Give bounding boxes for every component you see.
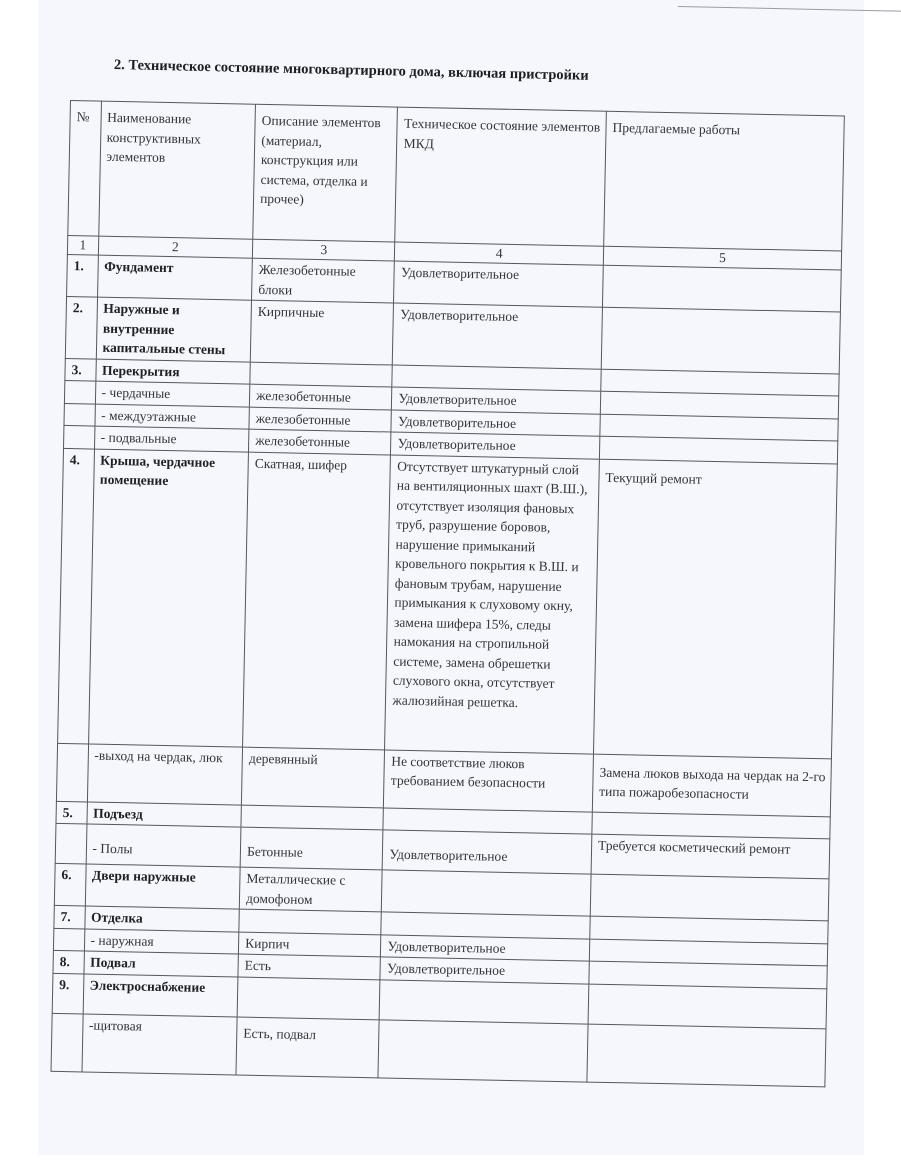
element-state: Отсутствует штукатурный слой на вентиляционных шахт (В.Ш.), отсутствует изоляция фановых труб, разрушение боровов, нарушение примыканий кровельного покрытия к В.Ш. и фановым трубам, нарушение примыкания к слуховому окну, замена шифера 15%, следы намокания на стропильной системе, замена обрешетки слухового окна, отсутствует жалюзийная решетка. <box>385 455 599 754</box>
row-number: 2. <box>65 296 97 358</box>
element-state: Удовлетворительное <box>391 410 600 437</box>
proposed-work: Замена люков выхода на чердак на 2-го типа пожаробезопасности <box>592 754 831 817</box>
technical-condition-table-wrap <box>51 100 845 1087</box>
row-number <box>51 1013 83 1072</box>
element-name: -щитовая <box>82 1013 238 1074</box>
element-state <box>378 1019 588 1081</box>
element-name: - междуэтажные <box>94 404 249 430</box>
element-state: Удовлетворительное <box>394 261 603 307</box>
row-number <box>64 403 95 426</box>
element-description: Кирпич <box>238 932 381 957</box>
proposed-work: Текущий ремонт <box>593 459 837 759</box>
element-description: деревянный <box>241 747 385 808</box>
row-number: 6. <box>54 863 85 906</box>
element-name: Двери наружные <box>85 864 240 909</box>
table-row <box>58 448 838 758</box>
header-proposed-works: Предлагаемые работы <box>604 111 845 251</box>
element-description: Скатная, шифер <box>243 452 391 750</box>
element-name: Подъезд <box>86 801 241 827</box>
element-name: - подвальные <box>94 426 249 452</box>
row-number <box>64 380 95 403</box>
element-description: железобетонные <box>249 429 392 454</box>
element-name: Подвал <box>83 951 238 977</box>
header-description: Описание элементов (материал, конструкция или система, отделка и прочее) <box>253 104 398 242</box>
column-index: 5 <box>603 246 841 270</box>
element-state <box>382 870 591 916</box>
element-description: Бетонные <box>240 827 383 870</box>
element-description <box>239 909 382 934</box>
element-state: Не соответствие люков требованием безопасности <box>384 749 594 811</box>
column-index: 3 <box>252 239 395 261</box>
element-name: Электроснабжение <box>83 973 238 1016</box>
row-number: 7. <box>54 905 85 928</box>
proposed-work <box>587 1024 826 1087</box>
element-name: - Полы <box>86 824 241 867</box>
element-description: железобетонные <box>249 407 392 432</box>
element-state: Удовлетворительное <box>393 303 603 369</box>
row-number: 9. <box>52 973 83 1014</box>
row-number <box>56 743 88 802</box>
element-description <box>241 805 384 830</box>
element-name: - наружная <box>84 928 239 954</box>
row-number: 4. <box>58 448 94 744</box>
element-name: - чердачные <box>95 381 250 407</box>
row-number <box>64 425 95 448</box>
row-number <box>55 823 86 864</box>
element-description: Металлические с домофоном <box>239 867 382 912</box>
element-description: Есть, подвал <box>236 1017 380 1078</box>
element-description: Есть <box>238 954 381 979</box>
proposed-work: Требуется косметический ремонт <box>591 834 830 879</box>
proposed-work <box>602 265 841 312</box>
section-heading: 2. Техническое состояние многоквартирного дома, включая пристройки <box>113 57 589 84</box>
page-edge-shadow <box>678 0 901 12</box>
row-number: 5. <box>56 801 87 824</box>
element-state: Удовлетворительное <box>392 387 601 414</box>
element-description: Кирпичные <box>250 300 394 364</box>
element-name: Перекрытия <box>95 359 250 385</box>
element-description: железобетонные <box>249 384 392 409</box>
row-number: 3. <box>65 358 96 381</box>
element-state <box>380 979 589 1023</box>
proposed-work <box>588 984 827 1029</box>
element-name: -выход на чердак, люк <box>87 743 243 804</box>
header-element-name: Наименование конструктивных элементов <box>98 101 255 239</box>
element-name: Наружные и внутренние капитальные стены <box>96 297 252 362</box>
element-description <box>250 362 393 387</box>
element-name: Крыша, чердачное помещение <box>88 449 248 747</box>
element-description <box>237 977 380 1020</box>
proposed-work <box>590 874 829 921</box>
technical-condition-table <box>51 100 845 1087</box>
header-number: № <box>68 101 101 237</box>
element-name: Фундамент <box>97 255 252 300</box>
element-state: Удовлетворительное <box>383 830 592 874</box>
header-technical-state: Техническое состояние элементов МКД <box>395 107 606 246</box>
column-index: 1 <box>67 235 98 255</box>
column-index: 2 <box>98 236 253 258</box>
column-index: 4 <box>395 242 604 265</box>
element-description: Железобетонные блоки <box>252 258 395 303</box>
element-state: Удовлетворительное <box>380 957 589 984</box>
row-number: 1. <box>67 254 98 297</box>
row-number <box>53 928 84 951</box>
proposed-work <box>601 307 840 373</box>
element-state: Удовлетворительное <box>381 934 590 961</box>
element-name: Отделка <box>84 906 239 932</box>
element-state: Удовлетворительное <box>391 432 600 459</box>
row-number: 8. <box>53 950 84 973</box>
table-header-row <box>68 101 845 252</box>
